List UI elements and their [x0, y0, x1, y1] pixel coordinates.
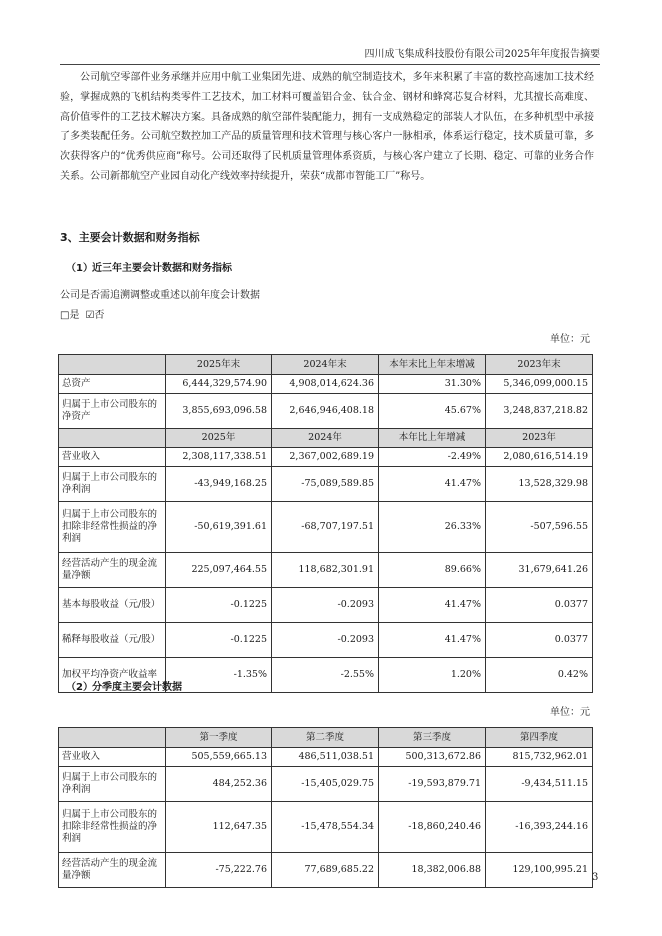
value-cell: 0.0377	[486, 623, 593, 658]
value-cell: 5,346,099,000.15	[486, 375, 593, 394]
value-cell: 2,367,002,689.19	[272, 448, 379, 467]
value-cell: 2,080,616,514.19	[486, 448, 593, 467]
value-cell: -0.1225	[166, 623, 272, 658]
table-row	[59, 767, 593, 802]
value-cell: 225,097,464.55	[166, 553, 272, 588]
header-cell	[59, 429, 166, 448]
value-cell: -75,222.76	[166, 853, 272, 888]
row-label-cell: 归属于上市公司股东的扣除非经常性损益的净利润	[59, 802, 166, 853]
quarterly-table	[58, 727, 593, 888]
value-cell: 41.47%	[379, 588, 486, 623]
restate-options	[60, 309, 110, 322]
value-cell: -1.35%	[166, 658, 272, 693]
value-cell: 89.66%	[379, 553, 486, 588]
unit-label: 单位：元	[550, 334, 590, 345]
value-cell: 0.0377	[486, 588, 593, 623]
value-cell: -0.1225	[166, 588, 272, 623]
value-cell: -15,478,554.34	[272, 802, 379, 853]
value-cell: -19,593,879.71	[379, 767, 486, 802]
three-year-table	[58, 354, 593, 693]
page-number: 3	[592, 872, 599, 883]
value-cell: 41.47%	[379, 467, 486, 502]
unit-label-2: 单位：元	[550, 707, 590, 718]
table-header-row	[59, 429, 593, 448]
value-cell: 1.20%	[379, 658, 486, 693]
value-cell: -15,405,029.75	[272, 767, 379, 802]
table-row	[59, 588, 593, 623]
value-cell: 129,100,995.21	[486, 853, 593, 888]
subsection-1-title	[66, 262, 232, 275]
value-cell: -16,393,244.16	[486, 802, 593, 853]
header-cell: 本年比上年增减	[379, 429, 486, 448]
value-cell: 41.47%	[379, 623, 486, 658]
table-row	[59, 467, 593, 502]
row-label-cell: 基本每股收益（元/股）	[59, 588, 166, 623]
row-label-cell: 加权平均净资产收益率	[59, 658, 166, 693]
header-cell: 第四季度	[486, 728, 593, 748]
value-cell: -2.55%	[272, 658, 379, 693]
row-label-cell: 稀释每股收益（元/股）	[59, 623, 166, 658]
value-cell: 31.30%	[379, 375, 486, 394]
header-cell: 2023年末	[486, 355, 593, 375]
value-cell: 3,855,693,096.58	[166, 394, 272, 429]
value-cell: 31,679,641.26	[486, 553, 593, 588]
table-row	[59, 394, 593, 429]
header-cell: 第三季度	[379, 728, 486, 748]
row-label-cell: 经营活动产生的现金流量净额	[59, 853, 166, 888]
row-label-cell: 归属于上市公司股东的扣除非经常性损益的净利润	[59, 502, 166, 553]
table-header-row	[59, 728, 593, 748]
header-cell: 2025年末	[166, 355, 272, 375]
value-cell: -0.2093	[272, 623, 379, 658]
page-header: 四川成飞集成科技股份有限公司2025年年度报告摘要	[60, 48, 600, 65]
row-label-cell: 归属于上市公司股东的净资产	[59, 394, 166, 429]
value-cell: 505,559,665.13	[166, 748, 272, 767]
value-cell: -43,949,168.25	[166, 467, 272, 502]
value-cell: 486,511,038.51	[272, 748, 379, 767]
row-label-cell: 归属于上市公司股东的净利润	[59, 467, 166, 502]
header-cell: 2024年	[272, 429, 379, 448]
subsection-2-number: （2）	[66, 682, 93, 693]
value-cell: 45.67%	[379, 394, 486, 429]
value-cell: -9,434,511.15	[486, 767, 593, 802]
value-cell: 77,689,685.22	[272, 853, 379, 888]
value-cell: -507,596.55	[486, 502, 593, 553]
value-cell: -0.2093	[272, 588, 379, 623]
value-cell: -75,089,589.85	[272, 467, 379, 502]
row-label-cell: 总资产	[59, 375, 166, 394]
restate-question: 公司是否需追溯调整或重述以前年度会计数据	[60, 290, 260, 301]
value-cell: -50,619,391.61	[166, 502, 272, 553]
value-cell: 6,444,329,574.90	[166, 375, 272, 394]
value-cell: 0.42%	[486, 658, 593, 693]
header-cell: 第一季度	[166, 728, 272, 748]
value-cell: 118,682,301.91	[272, 553, 379, 588]
subsection-1-number: （1）	[66, 263, 93, 274]
table-row	[59, 502, 593, 553]
header-cell: 2025年	[166, 429, 272, 448]
table-row	[59, 853, 593, 888]
checkbox-yes[interactable]: □是	[60, 310, 80, 321]
subsection-1-label: 近三年主要会计数据和财务指标	[92, 263, 232, 274]
value-cell: 484,252.36	[166, 767, 272, 802]
value-cell: -18,860,240.46	[379, 802, 486, 853]
value-cell: -2.49%	[379, 448, 486, 467]
table-row	[59, 748, 593, 767]
checkbox-no[interactable]: ☑否	[85, 310, 105, 321]
row-label-cell: 归属于上市公司股东的净利润	[59, 767, 166, 802]
header-cell: 第二季度	[272, 728, 379, 748]
header-cell: 本年末比上年末增减	[379, 355, 486, 375]
value-cell: 2,308,117,338.51	[166, 448, 272, 467]
value-cell: 112,647.35	[166, 802, 272, 853]
header-cell	[59, 355, 166, 375]
header-cell: 2023年	[486, 429, 593, 448]
table-row	[59, 375, 593, 394]
header-cell	[59, 728, 166, 748]
value-cell: 3,248,837,218.82	[486, 394, 593, 429]
subsection-2-title	[66, 681, 182, 694]
section-title: 3、主要会计数据和财务指标	[60, 231, 200, 244]
table-row	[59, 553, 593, 588]
value-cell: -68,707,197.51	[272, 502, 379, 553]
table-row	[59, 802, 593, 853]
row-label-cell: 经营活动产生的现金流量净额	[59, 553, 166, 588]
table-header-row	[59, 355, 593, 375]
value-cell: 815,732,962.01	[486, 748, 593, 767]
value-cell: 500,313,672.86	[379, 748, 486, 767]
table-row	[59, 623, 593, 658]
table-row	[59, 448, 593, 467]
value-cell: 2,646,946,408.18	[272, 394, 379, 429]
subsection-2-label: 分季度主要会计数据	[92, 682, 182, 693]
row-label-cell: 营业收入	[59, 448, 166, 467]
value-cell: 4,908,014,624.36	[272, 375, 379, 394]
value-cell: 26.33%	[379, 502, 486, 553]
intro-paragraph: 公司航空零部件业务承继并应用中航工业集团先进、成熟的航空制造技术，多年来积累了丰富的数控高速加工技术经验，掌握成熟的飞机结构类零件工艺技术，加工材料可覆盖铝合金、钛合金、钢材和蜂窝芯复合材料，尤其擅长高难度、高价值零件的工艺技术解决方案。具备成熟的航空部件装配能力，拥有一支成熟稳定的部装人才队伍，在多种机型中承接了多类装配任务。公司航空数控加工产品的质量管理和技术管理与核心客户一脉相承，体系运行稳定，技术质量可靠，多次获得客户的“优秀供应商”称号。公司还取得了民机质量管理体系资质，与核心客户建立了长期、稳定、可靠的业务合作关系。公司新都航空产业园自动化产线效率持续提升，荣获“成都市智能工厂”称号。	[60, 72, 594, 182]
header-cell: 2024年末	[272, 355, 379, 375]
value-cell: 13,528,329.98	[486, 467, 593, 502]
value-cell: 18,382,006.88	[379, 853, 486, 888]
row-label-cell: 营业收入	[59, 748, 166, 767]
